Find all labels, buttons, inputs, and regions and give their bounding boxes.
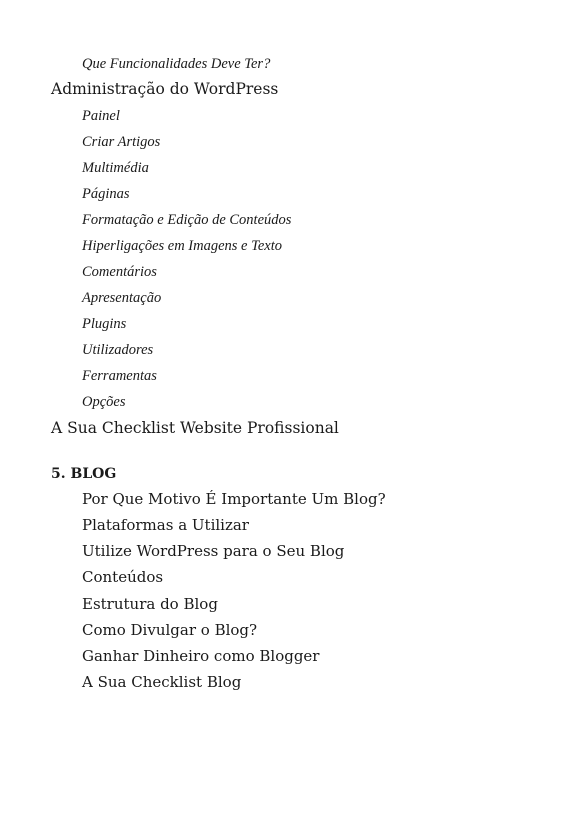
- toc-entry: A Sua Checklist Blog: [82, 673, 242, 691]
- toc-entry: Como Divulgar o Blog?: [82, 621, 258, 639]
- toc-entry: Plugins: [82, 316, 127, 332]
- toc-entry: Formatação e Edição de Conteúdos: [82, 212, 292, 228]
- toc-entry: Painel: [82, 108, 120, 124]
- toc-entry: Multimédia: [82, 160, 149, 176]
- toc-entry: Por Que Motivo É Importante Um Blog?: [82, 490, 386, 508]
- toc-entry: Utilizadores: [82, 342, 154, 358]
- toc-entry: Opções: [82, 394, 126, 410]
- toc-entry: Páginas: [82, 186, 130, 202]
- toc-entry: Plataformas a Utilizar: [82, 516, 249, 534]
- toc-section-title: Administração do WordPress: [51, 80, 279, 98]
- toc-entry: Criar Artigos: [82, 134, 161, 150]
- toc-entry: Hiperligações em Imagens e Texto: [82, 238, 283, 254]
- toc-entry: Utilize WordPress para o Seu Blog: [82, 542, 345, 560]
- toc-entry: Conteúdos: [82, 568, 164, 586]
- toc-entry: Apresentação: [82, 290, 162, 306]
- chapter-heading: 5. BLOG: [51, 466, 117, 482]
- toc-entry: Ganhar Dinheiro como Blogger: [82, 647, 320, 665]
- toc-entry: Comentários: [82, 264, 157, 280]
- toc-entry: Estrutura do Blog: [82, 595, 218, 613]
- toc-entry: Que Funcionalidades Deve Ter?: [82, 56, 271, 72]
- toc-section-title: A Sua Checklist Website Profissional: [51, 419, 339, 437]
- toc-entry: Ferramentas: [82, 368, 157, 384]
